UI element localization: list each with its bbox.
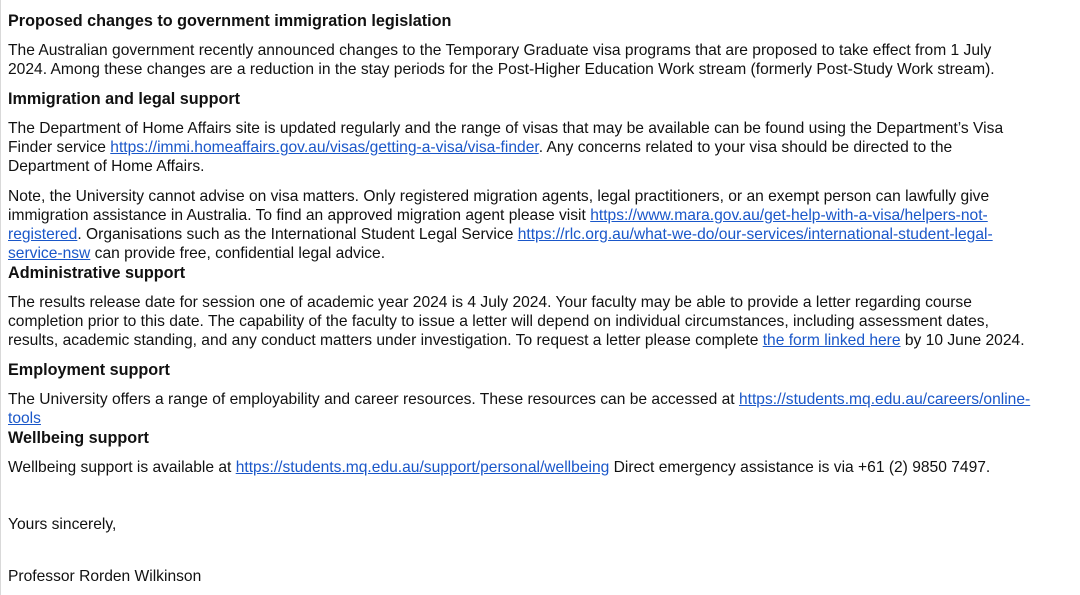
- paragraph-note-line-4: [8, 244, 1072, 263]
- visa-finder-link[interactable]: https://immi.homeaffairs.gov.au/visas/getting-a-visa/visa-finder: [110, 139, 539, 156]
- paragraph-proposed-line-2: 2024. Among these changes are a reduction in the stay periods for the Post-Higher Education Work stream (formerly Post-Study Work stream).: [8, 61, 995, 78]
- paragraph-admin-line-2: completion prior to this date. The capability of the faculty to issue a letter will depend on individual circumstances, including assessment dates,: [8, 313, 989, 330]
- section-heading-proposed-changes: Proposed changes to government immigration legislation: [8, 12, 452, 30]
- form-link[interactable]: the form linked here: [762, 332, 901, 349]
- paragraph-immigration-line-2: [8, 138, 1072, 157]
- text-fragment: Wellbeing support is available at: [8, 459, 236, 476]
- mara-link[interactable]: https://www.mara.gov.au/get-help-with-a-visa/helpers-not-: [590, 207, 988, 224]
- section-heading-employment: Employment support: [8, 361, 170, 379]
- text-fragment: can provide free, confidential legal advice.: [90, 245, 386, 262]
- text-fragment: by 10 June 2024.: [900, 332, 1025, 349]
- rlc-link-continued[interactable]: service-nsw: [8, 245, 91, 262]
- text-fragment: results, academic standing, and any conduct matters under investigation. To request a letter please complete: [8, 332, 763, 349]
- paragraph-employment-line-2: [8, 409, 1072, 428]
- section-heading-administrative: Administrative support: [8, 264, 186, 282]
- wellbeing-link[interactable]: https://students.mq.edu.au/support/personal/wellbeing: [235, 459, 610, 476]
- paragraph-note-line-2: [8, 206, 1072, 225]
- section-heading-immigration: Immigration and legal support: [8, 90, 241, 108]
- text-fragment: immigration assistance in Australia. To find an approved migration agent please visit: [8, 207, 591, 224]
- paragraph-note-line-1: Note, the University cannot advise on visa matters. Only registered migration agents, legal practitioners, or an exempt person can lawfully give: [8, 188, 990, 205]
- mara-link-continued[interactable]: registered: [8, 226, 78, 243]
- paragraph-immigration-line-1: The Department of Home Affairs site is updated regularly and the range of visas that may be available can be found using the Department’s Visa: [8, 120, 1004, 137]
- text-fragment: . Any concerns related to your visa should be directed to the: [538, 139, 953, 156]
- paragraph-wellbeing-line: [8, 458, 1072, 477]
- paragraph-admin-line-3: [8, 331, 1072, 350]
- text-fragment: . Organisations such as the International Student Legal Service: [77, 226, 518, 243]
- section-heading-wellbeing: Wellbeing support: [8, 429, 149, 447]
- paragraph-immigration-line-3: Department of Home Affairs.: [8, 158, 205, 175]
- careers-link-continued[interactable]: tools: [8, 410, 41, 427]
- rlc-link[interactable]: https://rlc.org.au/what-we-do/our-services/international-student-legal-: [517, 226, 993, 243]
- paragraph-admin-line-1: The results release date for session one of academic year 2024 is 4 July 2024. Your faculty may be able to provide a letter regarding course: [8, 294, 972, 311]
- text-fragment: Finder service: [8, 139, 111, 156]
- paragraph-employment-line-1: [8, 390, 1072, 409]
- careers-link[interactable]: https://students.mq.edu.au/careers/online-: [738, 391, 1031, 408]
- paragraph-proposed-line-1: The Australian government recently announced changes to the Temporary Graduate visa programs that are proposed to take effect from 1 July: [8, 42, 992, 59]
- text-fragment: The University offers a range of employability and career resources. These resources can be accessed at: [8, 391, 739, 408]
- text-fragment: Direct emergency assistance is via +61 (2) 9850 7497.: [609, 459, 991, 476]
- signature-name: Professor Rorden Wilkinson: [8, 568, 202, 585]
- closing-text: Yours sincerely,: [8, 516, 117, 533]
- paragraph-note-line-3: [8, 225, 1072, 244]
